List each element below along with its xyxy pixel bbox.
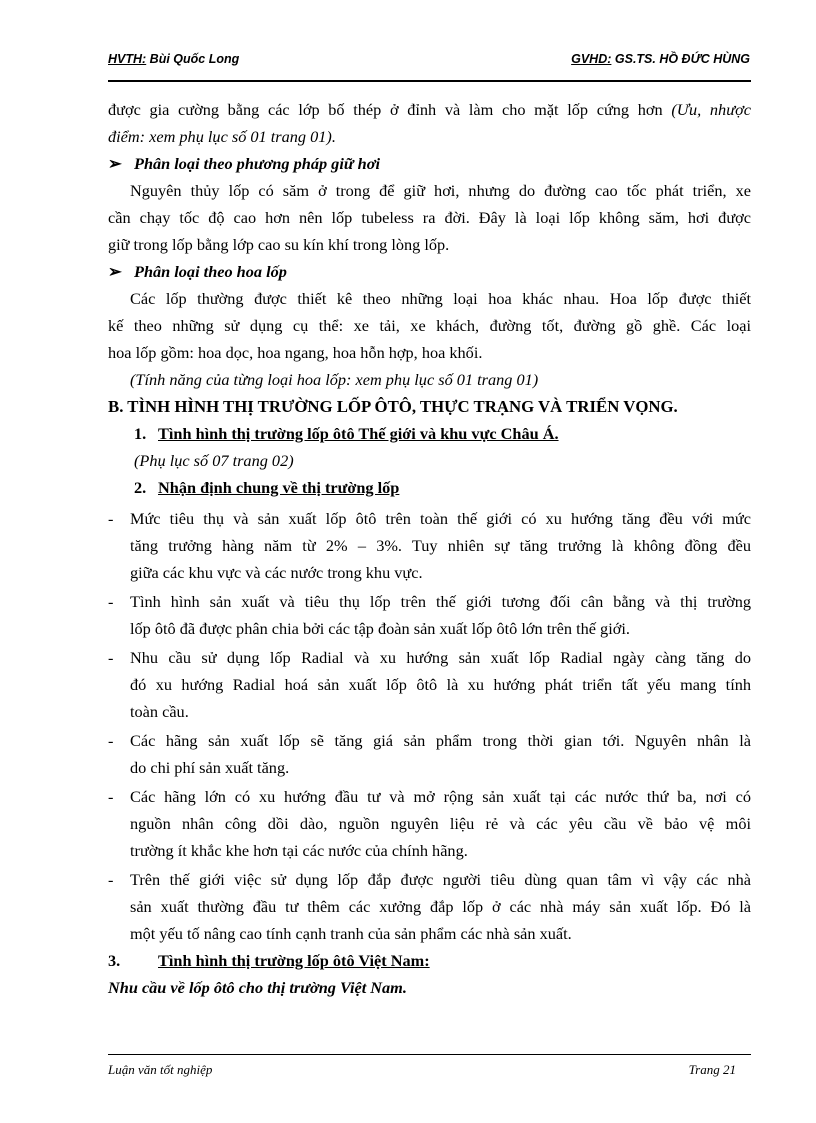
dash-bullet: - xyxy=(108,509,114,528)
bullet-line: một yếu tố nâng cao tính cạnh tranh của sản phẩm các nhà sản xuất. xyxy=(130,924,572,943)
bullet-line: lốp ôtô đã được phân chia bởi các tập đoàn sản xuất lốp ôtô lớn trên thế giới. xyxy=(130,619,630,638)
student-label: HVTH: xyxy=(108,52,147,66)
bullet-line: nguồn nhân công dồi dào, nguồn nguyên liệu rẻ và các yêu cầu về bảo vệ môi xyxy=(130,814,751,833)
subsection-1 xyxy=(134,424,751,444)
page-number: Trang 21 xyxy=(688,1062,736,1077)
para-line: Các lốp thường được thiết kê theo những loại hoa khác nhau. Hoa lốp được thiết xyxy=(130,289,751,308)
footer-left: Luận văn tốt nghiệp xyxy=(108,1062,213,1077)
footer-rule xyxy=(108,1054,751,1055)
text: được gia cường bằng các lớp bố thép ở đỉnh và làm cho mặt lốp cứng hơn xyxy=(108,100,663,119)
bullet-line: toàn cầu. xyxy=(130,702,189,721)
subsection-title: Nhận định chung về thị trường lốp xyxy=(158,478,400,497)
dash-bullet: - xyxy=(108,648,114,667)
bullet-line: tăng trưởng hàng năm từ 2% – 3%. Tuy nhiên sự tăng trưởng là không đồng đều xyxy=(130,536,751,555)
subheading-giu-hoi xyxy=(108,154,751,174)
bullet-line: sản xuất thường đầu tư thêm các xưởng đắp lốp ở các nhà máy sản xuất lốp. Đó là xyxy=(130,897,751,916)
subheading-text: Phân loại theo phương pháp giữ hơi xyxy=(134,154,380,173)
subsection-number: 1. xyxy=(134,424,147,443)
bullet-line: Mức tiêu thụ và sản xuất lốp ôtô trên toàn thế giới có xu hướng tăng đều với mức xyxy=(130,509,751,528)
section-b-title: B. TÌNH HÌNH THỊ TRƯỜNG LỐP ÔTÔ, THỰC TRẠNG VÀ TRIỂN VỌNG. xyxy=(108,397,678,416)
header-left xyxy=(108,52,239,66)
para-line: hoa lốp gồm: hoa dọc, hoa ngang, hoa hỗn hợp, hoa khối. xyxy=(108,343,483,362)
dash-bullet: - xyxy=(108,592,114,611)
para-line: giữ trong lốp bằng lớp cao su kín khí trong lòng lốp. xyxy=(108,235,450,254)
advisor-name: GS.TS. HỒ ĐỨC HÙNG xyxy=(611,52,750,66)
subsection-number: 2. xyxy=(134,478,147,497)
subsection-number: 3. xyxy=(108,951,121,970)
bullet-line: đó xu hướng Radial hoá sản xuất lốp ôtô là xu hướng phát triển tất yếu mang tính xyxy=(130,675,751,694)
header-rule xyxy=(108,80,751,82)
bullet-line: Nhu cầu sử dụng lốp Radial và xu hướng sản xuất lốp Radial ngày càng tăng do xyxy=(130,648,751,667)
subsection-3 xyxy=(108,951,751,971)
bullet-line: giữa các khu vực và các nước trong khu vực. xyxy=(130,563,423,582)
dash-bullet: - xyxy=(108,870,114,889)
bullet-line: trường ít khắc khe hơn tại các nước của chính hãng. xyxy=(130,841,468,860)
appendix-note: (Tính năng của từng loại hoa lốp: xem phụ lục số 01 trang 01) xyxy=(130,370,539,389)
appendix-note: (Phụ lục số 07 trang 02) xyxy=(134,451,294,470)
bullet-line: Trên thế giới việc sử dụng lốp đắp được người tiêu dùng quan tâm vì vậy các nhà xyxy=(130,870,751,889)
note-text: (Ưu, nhược xyxy=(671,100,751,119)
subheading-hoa-lop xyxy=(108,262,751,282)
para-line: cần chạy tốc độ cao hơn nên lốp tubeless ra đời. Đây là loại lốp không săm, hơi được xyxy=(108,208,751,227)
subsection-2 xyxy=(134,478,751,498)
student-name: Bùi Quốc Long xyxy=(146,52,240,66)
arrow-bullet-icon: ➢ xyxy=(108,262,122,281)
subsection-3-subtitle: Nhu cầu về lốp ôtô cho thị trường Việt Nam. xyxy=(108,978,407,997)
para-line: Nguyên thủy lốp có săm ở trong để giữ hơi, nhưng do đường cao tốc phát triển, xe xyxy=(130,181,751,200)
para-line: điểm: xem phụ lục số 01 trang 01). xyxy=(108,127,336,146)
bullet-line: Các hãng lớn có xu hướng đầu tư và mở rộng sản xuất tại các nước thứ ba, nơi có xyxy=(130,787,751,806)
bullet-line: Các hãng sản xuất lốp sẽ tăng giá sản phẩm trong thời gian tới. Nguyên nhân là xyxy=(130,731,751,750)
header-right xyxy=(571,52,750,66)
subsection-title: Tình hình thị trường lốp ôtô Thế giới và khu vực Châu Á. xyxy=(158,424,559,443)
dash-bullet: - xyxy=(108,731,114,750)
bullet-line: Tình hình sản xuất và tiêu thụ lốp trên thế giới tương đối cân bằng và thị trường xyxy=(130,592,751,611)
advisor-label: GVHD: xyxy=(571,52,612,66)
para-line: kế theo những sử dụng cụ thể: xe tải, xe khách, đường tốt, đường gồ ghề. Các loại xyxy=(108,316,751,335)
arrow-bullet-icon: ➢ xyxy=(108,154,122,173)
dash-bullet: - xyxy=(108,787,114,806)
bullet-line: do chi phí sản xuất tăng. xyxy=(130,758,290,777)
subheading-text: Phân loại theo hoa lốp xyxy=(134,262,287,281)
para-line xyxy=(108,100,751,120)
subsection-title: Tình hình thị trường lốp ôtô Việt Nam: xyxy=(158,951,430,970)
